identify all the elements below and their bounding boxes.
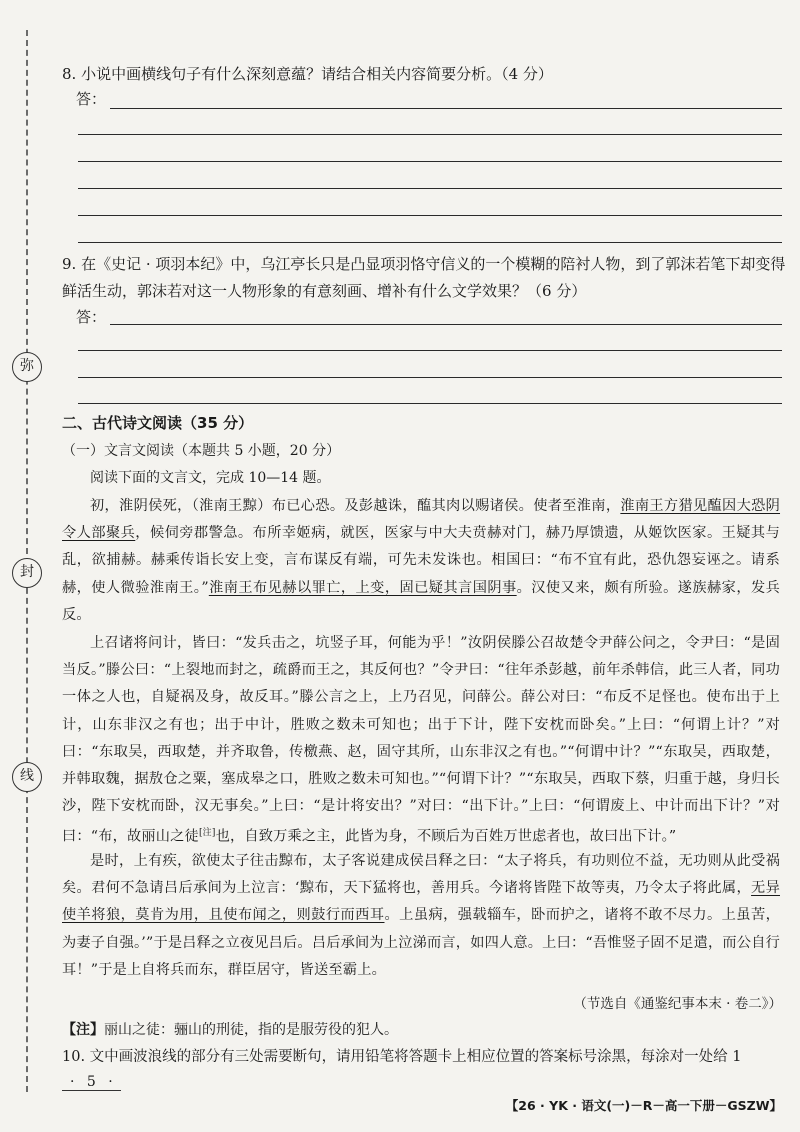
text-span: 是时，上有疾，欲使太子往击黥布，太子客说建成侯吕释之曰：“太子将兵，有功则位不益，无功则从此受祸矣。君何不急请吕后承间为上泣言：‘黥布，天下猛将也，善用兵。今诸将皆陛下故等夷，乃令太子将此属， <box>62 853 780 897</box>
question-9-line1: 9. 在《史记 · 项羽本纪》中，乌江亭长只是凸显项羽恪守信义的一个模糊的陪衬人物，到了郭沫若笔下却变得 <box>62 255 786 273</box>
question-10: 10. 文中画波浪线的部分有三处需要断句，请用铅笔将答题卡上相应位置的答案标号涂黑，每涂对一处给 1 <box>62 1049 742 1065</box>
answer-label-8: 答： <box>76 90 107 108</box>
answer-label-9: 答： <box>76 308 107 326</box>
answer-line[interactable] <box>110 108 782 109</box>
passage-source: （节选自《通鉴纪事本末 · 卷二》） <box>573 996 782 1012</box>
section-title: 二、古代诗文阅读（35 分） <box>62 414 254 432</box>
subsection-title: （一）文言文阅读（本题共 5 小题，20 分） <box>62 443 341 459</box>
answer-line[interactable] <box>78 350 782 351</box>
reading-instruction: 阅读下面的文言文，完成 10—14 题。 <box>90 470 331 486</box>
seal-mark-feng: 封 <box>12 558 42 588</box>
answer-line[interactable] <box>78 161 782 162</box>
underlined-sentence-3: 无异使羊将狼，莫肯为用，且使布闻之，则鼓行而西耳 <box>62 880 780 924</box>
passage-paragraph-3 <box>62 848 780 984</box>
answer-line[interactable] <box>78 134 782 135</box>
text-span: 也，自致万乘之主，此皆为身，不顾后为百姓万世虑者也，故曰出下计。” <box>215 829 677 846</box>
page-number: · 5 · <box>62 1074 121 1091</box>
seal-mark-mi: 弥 <box>12 352 42 382</box>
seal-mark-xian: 线 <box>12 762 42 792</box>
passage-paragraph-1 <box>62 493 780 629</box>
answer-line[interactable] <box>78 403 782 404</box>
answer-line[interactable] <box>78 377 782 378</box>
text-span: 初，淮阴侯死，（淮南王黥）布已心恐。及彭越诛，醢其肉以赐诸侯。使者至淮南， <box>90 498 621 514</box>
text-span: 。汉使又来，颇有所验。遂族赫家，发兵反。 <box>62 579 781 623</box>
question-9-line2: 鲜活生动，郭沫若对这一人物形象的有意刻画、增补有什么文学效果？（6 分） <box>62 282 587 300</box>
paper-code: 【26 · YK · 语文(一)－R－高一下册－GSZW】 <box>505 1098 782 1113</box>
footnote-text: 丽山之徒：骊山的刑徒，指的是服劳役的犯人。 <box>104 1022 398 1038</box>
footnote <box>62 1019 398 1039</box>
answer-line[interactable] <box>78 215 782 216</box>
answer-line[interactable] <box>78 242 782 243</box>
question-8: 8. 小说中画横线句子有什么深刻意蕴？请结合相关内容简要分析。（4 分） <box>62 65 553 83</box>
answer-line[interactable] <box>110 324 782 325</box>
text-span: 上召诸将问计，皆曰：“发兵击之，坑竖子耳，何能为乎！”汝阴侯滕公召故楚令尹薛公问之，令尹曰：“是固当反。”滕公曰：“上裂地而封之，疏爵而王之，其反何也？”令尹曰：“往年杀彭越，前年杀韩信，此三人者，同功一体之人也，自疑祸及身，故反耳。”滕公言之上，上乃召见，问薛公。薛公对曰：“布反不足怪也。使布出于上计，山东非汉之有也；出于中计，胜败之数未可知也；出于下计，陛下安枕而卧矣。”上曰：“何谓上计？”对曰：“东取吴，西取楚，并齐取鲁，传檄燕、赵，固守其所，山东非汉之有也。”“何谓中计？”“东取吴，西取楚，并韩取魏，据敖仓之粟，塞成皋之口，胜败之数未可知也。”“何谓下计？”“东取吴，西取下蔡，归重于越，身归长沙，陛下安枕而卧，汉无事矣。”上曰：“是计将安出？”对曰：“出下计。”上曰：“何谓废上、中计而出下计？”对曰：“布，故丽山之徒 <box>62 635 780 846</box>
answer-line[interactable] <box>78 188 782 189</box>
footnote-marker: [注] <box>198 828 216 839</box>
underlined-sentence-2: 淮南王布见赫以罪亡，上变，固已疑其言国阴事 <box>208 579 517 596</box>
passage-paragraph-2 <box>62 630 780 851</box>
footnote-label: 【注】 <box>62 1022 104 1038</box>
text-span: ，候伺旁郡警急。布所幸姬病，就医，医家与中大夫贲赫对门，赫乃厚馈遗，从姬饮医家。王疑其与乱，欲捕赫。赫乘传诣长安上变，言布谋反有端，可先未发诛也。相国曰：“布不宜有此，恐仇怨妄诬之。请系赫，使人微验淮南王。” <box>62 525 780 596</box>
text-span: 。上虽病，强载辎车，卧而护之，诸将不敢不尽力。上虽苦，为妻子自强。’”于是吕释之立夜见吕后。吕后承间为上泣涕而言，如四人意。上曰：“吾惟竖子固不足遣，而公自行耳！”于是上自将兵而东，群臣居守，皆送至霸上。 <box>62 907 781 978</box>
underlined-sentence-1: 淮南王方猎见醢因大恐阴令人部聚兵 <box>62 498 781 542</box>
